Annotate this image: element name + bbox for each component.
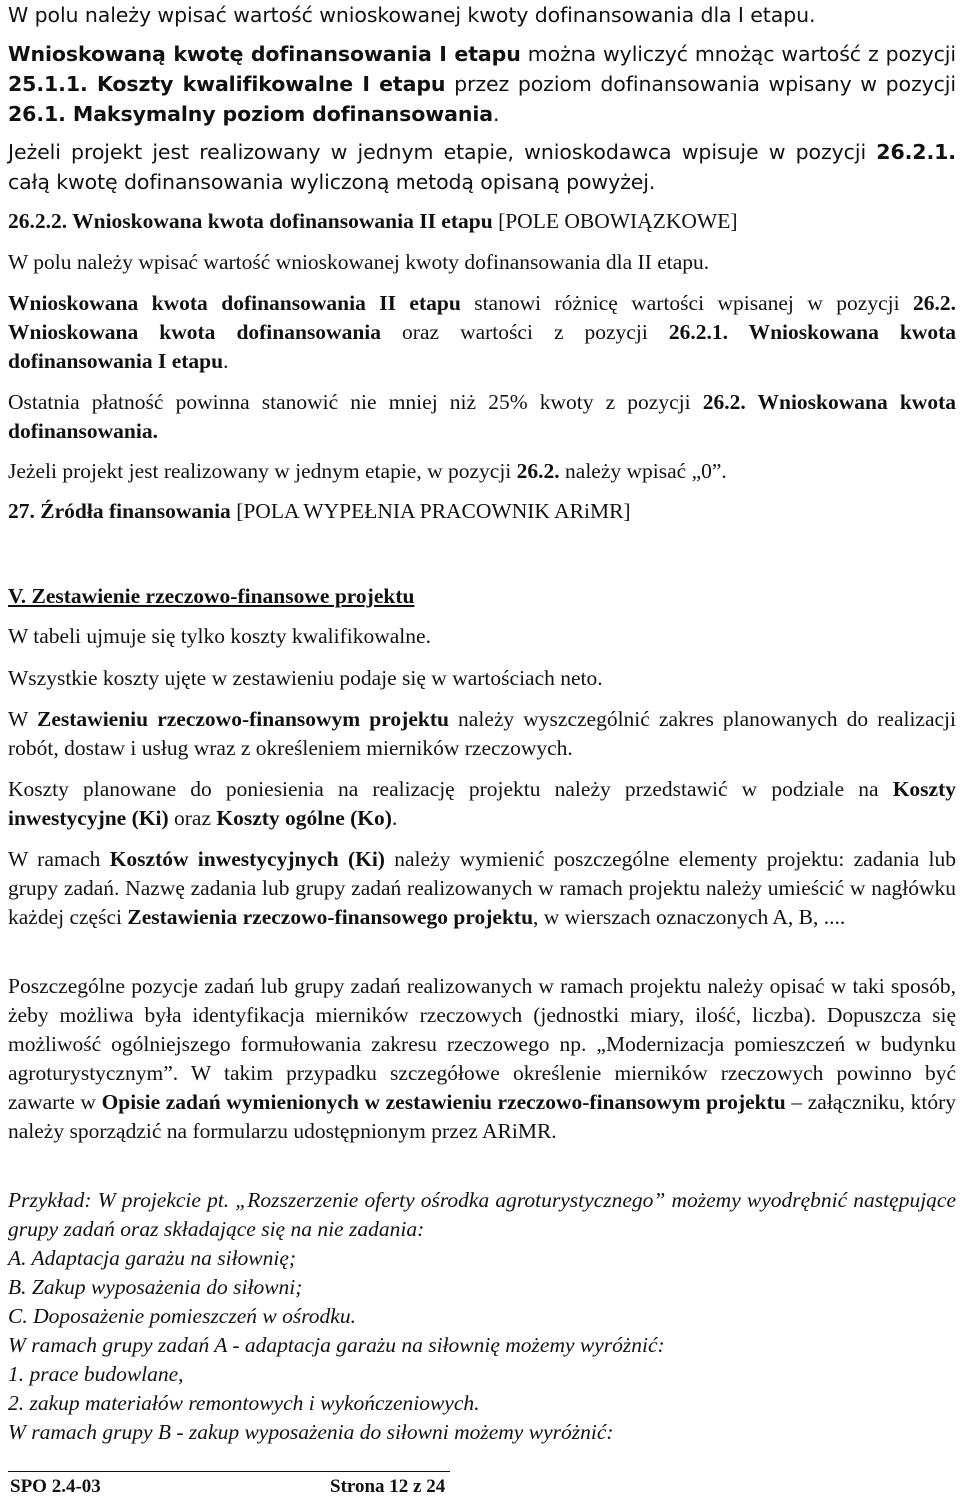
example-line: 1. prace budowlane, — [8, 1362, 184, 1386]
example-line: W ramach grupy B - zakup wyposażenia do siłowni możemy wyróżnić: — [8, 1420, 614, 1444]
example-line: 2. zakup materiałów remontowych i wykończeniowych. — [8, 1391, 480, 1415]
paragraph-26-2-1-calculation: Wnioskowaną kwotę dofinansowania I etapu można wyliczyć mnożąc wartość z pozycji 25.1.1. Koszty kwalifikowalne I etapu przez poziom dofinansowania wpisany w pozycji 26.1. Maksymalny poziom dofinansowania. — [8, 42, 956, 126]
example-line: B. Zakup wyposażenia do siłowni; — [8, 1275, 303, 1299]
paragraph-26-2-2-intro: W polu należy wpisać wartość wnioskowanej kwoty dofinansowania dla II etapu. — [8, 250, 710, 274]
paragraph-scope: W Zestawieniu rzeczowo-finansowym projektu należy wyszczególnić zakres planowanych do realizacji robót, dostaw i usług wraz z określeniem mierników rzeczowych. — [8, 707, 957, 760]
example-list — [8, 1244, 956, 1447]
paragraph-cost-split: Koszty planowane do poniesienia na realizację projektu należy przedstawić w podziale na Koszty inwestycyjne (Ki) oraz Koszty ogólne (Ko). — [8, 777, 956, 830]
example-line: W ramach grupy zadań A - adaptacja garażu na siłownię możemy wyróżnić: — [8, 1333, 665, 1357]
paragraph-26-2-1-intro: W polu należy wpisać wartość wnioskowanej kwoty dofinansowania dla I etapu. — [8, 3, 816, 27]
footer-document-code: SPO 2.4-03 — [10, 1476, 101, 1497]
paragraph-single-stage-zero: Jeżeli projekt jest realizowany w jednym etapie, w pozycji 26.2. należy wpisać „0”. — [8, 459, 727, 483]
heading-26-2-2: 26.2.2. Wnioskowana kwota dofinansowania II etapu [POLE OBOWIĄZKOWE] — [8, 209, 738, 233]
example-intro: Przykład: W projekcie pt. „Rozszerzenie oferty ośrodka agroturystycznego” możemy wyodrębnić następujące grupy zadań oraz składające się na nie zadania: — [8, 1188, 956, 1241]
footer-divider — [8, 1471, 450, 1472]
heading-section-v: V. Zestawienie rzeczowo-finansowe projektu — [8, 584, 415, 608]
footer-page-number: Strona 12 z 24 — [330, 1476, 446, 1497]
paragraph-net-values: Wszystkie koszty ujęte w zestawieniu podaje się w wartościach neto. — [8, 666, 603, 690]
paragraph-investment-costs: W ramach Kosztów inwestycyjnych (Ki) należy wymienić poszczególne elementy projektu: zadania lub grupy zadań. Nazwę zadania lub grupy zadań realizowanych w ramach projektu należy umieścić w nagłówku każdej części Zestawienia rzeczowo-finansowego projektu, w wierszach oznaczonych A, B, .... — [8, 847, 957, 929]
example-line: C. Doposażenie pomieszczeń w ośrodku. — [8, 1304, 356, 1328]
heading-27: 27. Źródła finansowania [POLA WYPEŁNIA PRACOWNIK ARiMR] — [8, 499, 631, 523]
paragraph-26-2-1-single-stage: Jeżeli projekt jest realizowany w jednym etapie, wnioskodawca wpisuje w pozycji 26.2.1. całą kwotę dofinansowania wyliczoną metodą opisaną powyżej. — [8, 140, 956, 194]
paragraph-26-2-2-difference: Wnioskowana kwota dofinansowania II etapu stanowi różnicę wartości wpisanej w pozycji 26.2. Wnioskowana kwota dofinansowania oraz wartości z pozycji 26.2.1. Wnioskowana kwota dofinansowania I etapu. — [8, 291, 957, 373]
paragraph-eligible-costs: W tabeli ujmuje się tylko koszty kwalifikowalne. — [8, 624, 431, 648]
paragraph-task-description: Poszczególne pozycje zadań lub grupy zadań realizowanych w ramach projektu należy opisać w taki sposób, żeby możliwa była identyfikacja mierników rzeczowych (jednostki miary, ilość, liczba). Dopuszcza się możliwość ogólniejszego formułowania zakresu rzeczowego np. „Modernizacja pomieszczeń w budynku agroturystycznym”. W takim przypadku szczegółowe określenie mierników rzeczowych powinno być zawarte w Opisie zadań wymienionych w zestawieniu rzeczowo-finansowym projektu – załączniku, który należy sporządzić na formularzu udostępnionym przez ARiMR. — [8, 974, 957, 1143]
example-line: A. Adaptacja garażu na siłownię; — [8, 1246, 297, 1270]
paragraph-last-payment: Ostatnia płatność powinna stanowić nie mniej niż 25% kwoty z pozycji 26.2. Wnioskowana kwota dofinansowania. — [8, 390, 956, 443]
